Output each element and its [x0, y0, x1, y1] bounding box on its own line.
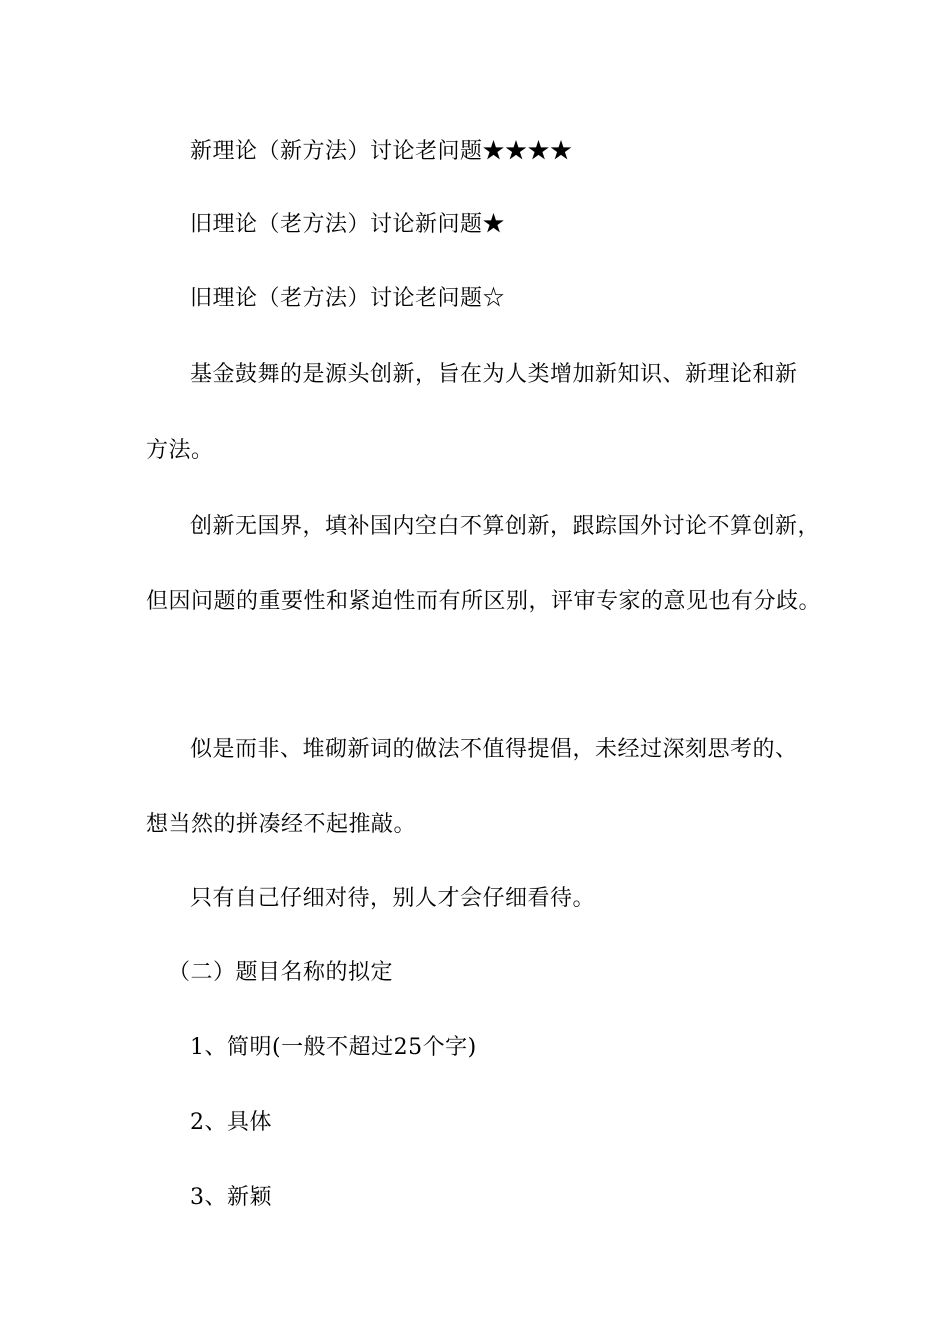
section-heading: （二）题目名称的拟定 — [168, 960, 394, 985]
list-item: 2、具体 — [190, 1110, 272, 1135]
text-line: 新理论（新方法）讨论老问题★★★★ — [190, 139, 573, 164]
list-item: 1、简明(一般不超过25个字) — [190, 1035, 477, 1060]
paragraph-line: 方法。 — [146, 438, 214, 463]
list-item: 3、新颖 — [190, 1185, 272, 1210]
paragraph-line: 但因问题的重要性和紧迫性而有所区别，评审专家的意见也有分歧。 — [146, 589, 822, 614]
paragraph-line: 只有自己仔细对待，别人才会仔细看待。 — [190, 886, 596, 911]
text-line: 旧理论（老方法）讨论新问题★ — [190, 212, 506, 237]
paragraph-line: 似是而非、堆砌新词的做法不值得提倡，未经过深刻思考的、 — [190, 737, 798, 762]
paragraph-line: 想当然的拼凑经不起推敲。 — [146, 812, 417, 837]
paragraph-line: 基金鼓舞的是源头创新，旨在为人类增加新知识、新理论和新 — [190, 362, 798, 387]
text-line: 旧理论（老方法）讨论老问题☆ — [190, 286, 506, 311]
paragraph-line: 创新无国界，填补国内空白不算创新，跟踪国外讨论不算创新， — [190, 514, 821, 539]
